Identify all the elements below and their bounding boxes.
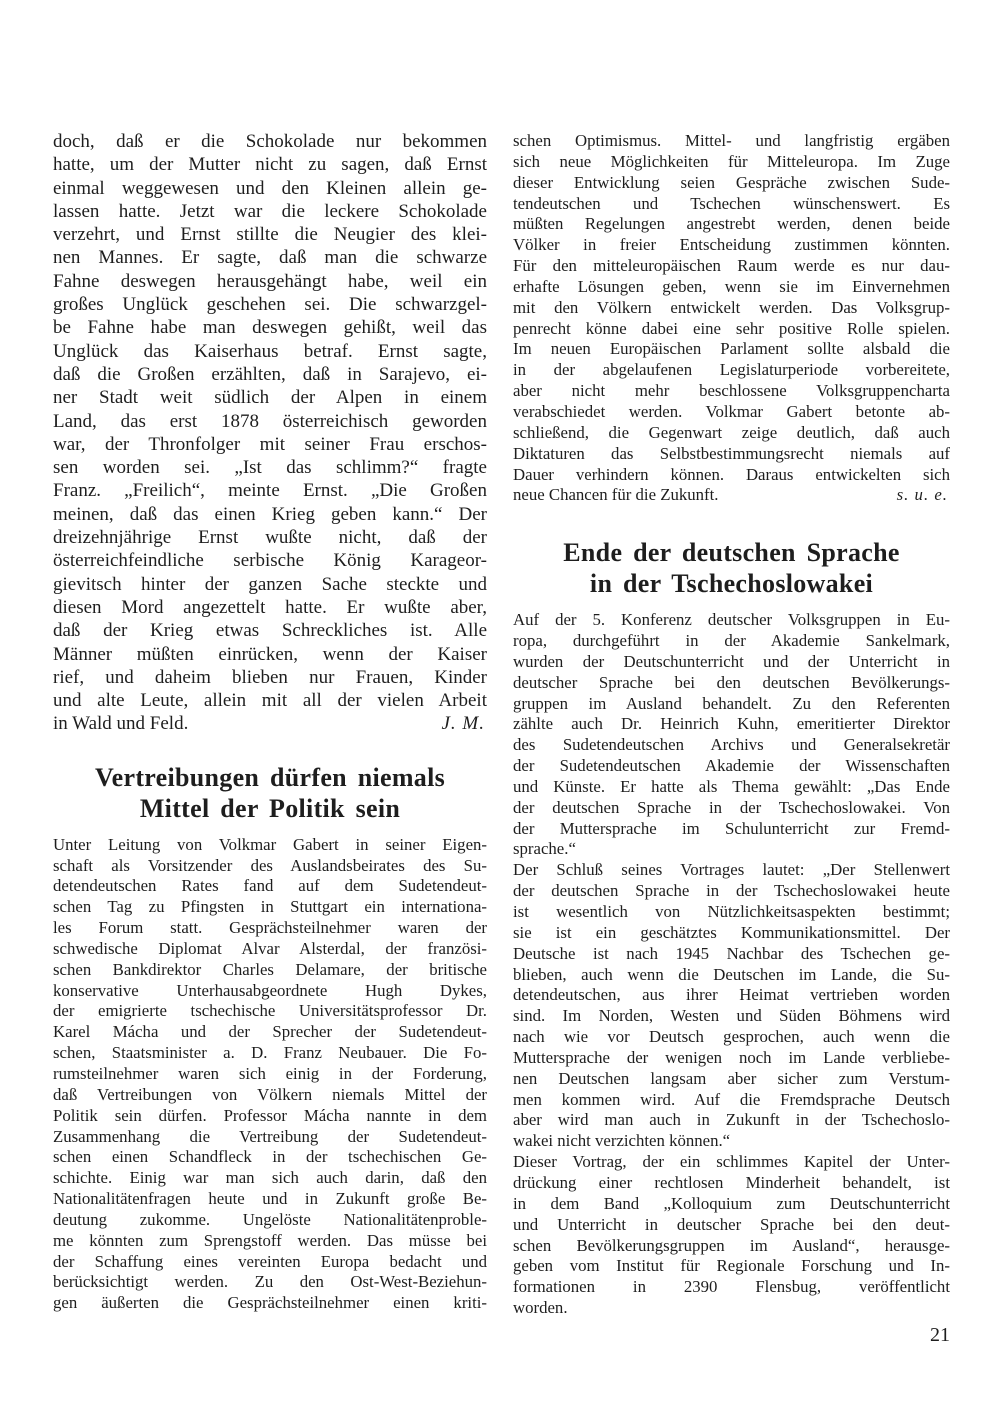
forum-headline-line2: Mittel der Politik sein [139, 793, 401, 823]
text-line: aber nicht mehr beschlossene Volksgruppencharta [513, 381, 950, 401]
text-line: nach wie vor Deutsch gesprochen, auch wenn die [513, 1027, 950, 1047]
text-line: formationen in 2390 Flensbug, veröffentlicht [513, 1277, 950, 1297]
text-line: Deutsche ist nach 1945 Nachbar des Tschechen ge- [513, 943, 950, 963]
text-line: schen Optimismus. Mittel- und langfristig ergäben [513, 131, 950, 150]
text-line: sind. Im Norden, Westen und Süden Böhmens wird [513, 1006, 950, 1026]
text-line: Unglück das Kaiserhaus betraf. Ernst sagte, [53, 340, 487, 362]
text-line: drückung einer rechtlosen Minderheit behandelt, ist [513, 1172, 950, 1192]
text-line: schen Bevölkerungsgruppen im Ausland“, herausge- [513, 1235, 950, 1255]
text-line: tendeutschen und Tschechen wünschenswert. Es [513, 193, 950, 213]
text-line: in der abgelaufenen Legislaturperiode vorbereitete, [513, 360, 950, 380]
text-line: Land, das erst 1878 österreichisch geworden [53, 410, 487, 432]
language-headline [513, 537, 950, 599]
text-line: schen, Staatsminister a. D. Franz Neubauer. Die Fo- [53, 1043, 487, 1063]
text-line: Männer müßten einrücken, wenn der Kaiser [53, 643, 487, 665]
text-line: in Wald und Feld. [53, 713, 189, 735]
text-line: hatte, um der Mutter nicht zu sagen, daß Ernst [53, 154, 487, 176]
text-line: verzehrt, und Ernst stillte die Neugier des klei- [53, 224, 487, 246]
text-line: Nationalitätenfragen heute und in Zukunft große Be- [53, 1189, 487, 1209]
text-line: des Sudetendeutschen Archivs und Generalsekretär [513, 735, 950, 755]
text-line: berücksichtigt werden. Zu den Ost-West-Beziehun- [53, 1272, 487, 1292]
text-line: Unter Leitung von Volkmar Gabert in seiner Eigen- [53, 834, 487, 854]
text-line: doch, daß er die Schokolade nur bekommen [53, 131, 487, 152]
text-line: schichte. Einig war man sich auch darin, daß den [53, 1168, 487, 1188]
text-line: sich neue Möglichkeiten für Mitteleuropa. Im Zuge [513, 151, 950, 171]
text-line: detendeutschen, aus ihrer Heimat vertrieben worden [513, 985, 950, 1005]
text-line: schen Bankdirektor Charles Delamare, der britische [53, 959, 487, 979]
text-line: der Muttersprache im Schulunterricht zur Fremd- [513, 818, 950, 838]
text-line: Der Schluß seines Vortrages lautet: „Der Stellenwert [513, 860, 950, 880]
text-line: geben vom Institut für Regionale Forschung und In- [513, 1256, 950, 1276]
forum-headline [53, 762, 487, 824]
text-line: Zusammenhang die Vertreibung der Sudetendeut- [53, 1126, 487, 1146]
text-line: Karel Mácha und der Sprecher der Sudetendeut- [53, 1022, 487, 1042]
text-line-with-signature [513, 485, 950, 506]
text-line: aber wird man auch in Zukunft in der Tschechoslo- [513, 1110, 950, 1130]
text-line: deutscher Sprache bei den deutschen Bevölkerungs- [513, 672, 950, 692]
author-initials: J. M. [441, 713, 485, 735]
text-line: ist wesentlich von Nützlichkeitsaspekten bestimmt; [513, 902, 950, 921]
text-line: nen Mannes. Er sagte, daß man die schwarze [53, 247, 487, 269]
text-line: gen äußerten die Gesprächsteilnehmer einen kriti- [53, 1293, 487, 1313]
page-number: 21 [930, 1324, 950, 1346]
text-line: dieser Entwicklung seien Gespräche zwischen Sude- [513, 172, 950, 192]
text-line: wurden der Deutschunterricht und der Unterricht in [513, 651, 950, 671]
text-line: Im neuen Europäischen Parlament sollte alsbald die [513, 339, 950, 359]
text-line: deutung zukomme. Ungelöste Nationalitätenproble- [53, 1209, 487, 1229]
text-line: rief, und daheim blieben nur Frauen, Kinder [53, 666, 487, 688]
text-line: mit den Völkern entwickelt werden. Das Volksgrup- [513, 297, 950, 317]
text-line: schwedische Diplomat Alvar Alsterdal, der französi- [53, 938, 487, 958]
text-line: sen worden sei. „Ist das schlimm?“ fragte [53, 457, 487, 479]
text-line: Für den mitteleuropäischen Raum werde es nur dau- [513, 256, 950, 276]
text-line: Dauer verhindern können. Daraus entwickelten sich [513, 464, 950, 484]
left-column [53, 130, 487, 1314]
forum-headline-line1: Vertreibungen dürfen niemals [94, 762, 446, 792]
text-line: be Fahne habe man deswegen gehißt, weil das [53, 317, 487, 339]
language-article [513, 610, 950, 1319]
text-line: Franz. „Freilich“, meinte Ernst. „Die Großen [53, 480, 487, 502]
forum-article-continuation [513, 131, 950, 506]
text-line: wakei nicht verzichten können.“ [513, 1131, 731, 1151]
text-line: verabschiedet werden. Volkmar Gabert betonte ab- [513, 401, 950, 421]
text-line: und Unterricht in deutscher Sprache bei den deut- [513, 1214, 950, 1234]
text-line: men kommen wird. Auf die Fremdsprache Deutsch [513, 1089, 950, 1109]
text-line: gruppen im Ausland behandelt. Zu den Referenten [513, 693, 950, 713]
text-line: zählte auch Dr. Heinrich Kuhn, emeritierter Direktor [513, 714, 950, 734]
text-line: detendeutschen Rates fand auf dem Sudetendeut- [53, 876, 487, 896]
text-line: Dieser Vortrag, der ein schlimmes Kapitel der Unter- [513, 1152, 950, 1172]
text-line: schen Tag zu Pfingsten in Stuttgart ein internationa- [53, 897, 487, 917]
text-line: Muttersprache der wenigen noch im Lande verbliebe- [513, 1047, 950, 1067]
text-line: in dem Band „Kolloquium zum Deutschunterricht [513, 1193, 950, 1213]
text-line: dreizehnjährige Ernst wußte nicht, daß der [53, 527, 487, 549]
forum-article [53, 835, 487, 1314]
text-line: Auf der 5. Konferenz deutscher Volksgruppen in Eu- [513, 610, 950, 630]
text-line: schen einen Schandfleck in der tschechischen Ge- [53, 1147, 487, 1167]
text-line: und alte Leute, allein mit all der vielen Arbeit [53, 690, 487, 712]
text-line: einmal weggewesen und den Kleinen allein ge- [53, 177, 487, 199]
text-line: daß der Krieg etwas Schreckliches ist. Alle [53, 620, 487, 642]
text-line: lassen hatte. Jetzt war die leckere Schokolade [53, 200, 487, 222]
text-line: sie ist ein geschätztes Kommunikationsmittel. Der [513, 922, 950, 942]
text-line: großes Unglück geschehen sei. Die schwarzgel- [53, 294, 487, 316]
story-article [53, 130, 487, 736]
text-line: schaft als Vorsitzender des Auslandsbeirates des Su- [53, 855, 487, 875]
text-line: ropa, durchgeführt in der Akademie Sankelmark, [513, 631, 950, 651]
text-line: diesen Mord angezettelt hatte. Er wußte aber, [53, 596, 487, 618]
language-headline-line1: Ende der deutschen Sprache [563, 538, 900, 568]
text-line: Diktaturen das Selbstbestimmungsrecht niemals auf [513, 443, 950, 463]
text-line: der Sudetendeutschen Akademie der Wissenschaften [513, 756, 950, 776]
text-line: me könnten zum Sprengstoff werden. Das müsse bei [53, 1230, 487, 1250]
text-line: nen Deutschen langsam aber sicher zum Verstum- [513, 1068, 950, 1088]
text-line: österreichfeindliche serbische König Karageor- [53, 550, 487, 572]
text-line: les Forum statt. Gesprächsteilnehmer waren der [53, 918, 487, 938]
author-initials: s. u. e. [896, 485, 948, 505]
text-line: sprache.“ [513, 839, 576, 859]
text-line: Fahne deswegen herausgehängt habe, weil ein [53, 270, 487, 292]
text-line: müßten Regelungen angestrebt werden, denen beide [513, 214, 950, 234]
text-line-with-signature [53, 712, 487, 735]
text-line: Politik sein dürfen. Professor Mácha nannte in dem [53, 1105, 487, 1125]
text-line: worden. [513, 1298, 568, 1318]
text-line: und Künste. Er hatte als Thema gewählt: „Das Ende [513, 776, 950, 796]
text-line: daß die Großen erzählten, daß in Sarajevo, ei- [53, 363, 487, 385]
text-line: blieben, auch wenn die Deutschen im Lande, die Su- [513, 964, 950, 984]
right-column [513, 131, 950, 1319]
text-line: schließend, die Gegenwart zeige deutlich, daß auch [513, 422, 950, 442]
text-line: daß Vertreibungen von Völkern niemals Mittel der [53, 1084, 487, 1104]
text-line: ner Stadt weit südlich der Alpen in einem [53, 387, 487, 409]
text-line: neue Chancen für die Zukunft. [513, 485, 719, 505]
text-line: penrecht könne dabei eine sehr positive Rolle spielen. [513, 318, 950, 338]
text-line: der deutschen Sprache in der Tschechoslowakei heute [513, 881, 950, 901]
text-line: meinen, daß das einen Krieg geben kann.“ Der [53, 503, 487, 525]
text-line: war, der Thronfolger mit seiner Frau erschos- [53, 433, 487, 455]
text-line: der emigrierte tschechische Universitätsprofessor Dr. [53, 1001, 487, 1021]
language-headline-line2: in der Tschechoslowakei [589, 569, 874, 599]
text-line: der deutschen Sprache in der Tschechoslowakei. Von [513, 797, 950, 817]
text-line: konservative Unterhausabgeordnete Hugh Dykes, [53, 980, 487, 1000]
text-line: der Schaffung eines vereinten Europa bedacht und [53, 1251, 487, 1271]
text-line: rumsteilnehmer waren sich einig in der Forderung, [53, 1064, 487, 1083]
text-line: erhafte Lösungen geben, wenn sie im Einvernehmen [513, 276, 950, 296]
text-line: gievitsch hinter der ganzen Sache steckte und [53, 573, 487, 595]
text-line: Völker in freier Entscheidung zustimmen könnten. [513, 235, 950, 255]
